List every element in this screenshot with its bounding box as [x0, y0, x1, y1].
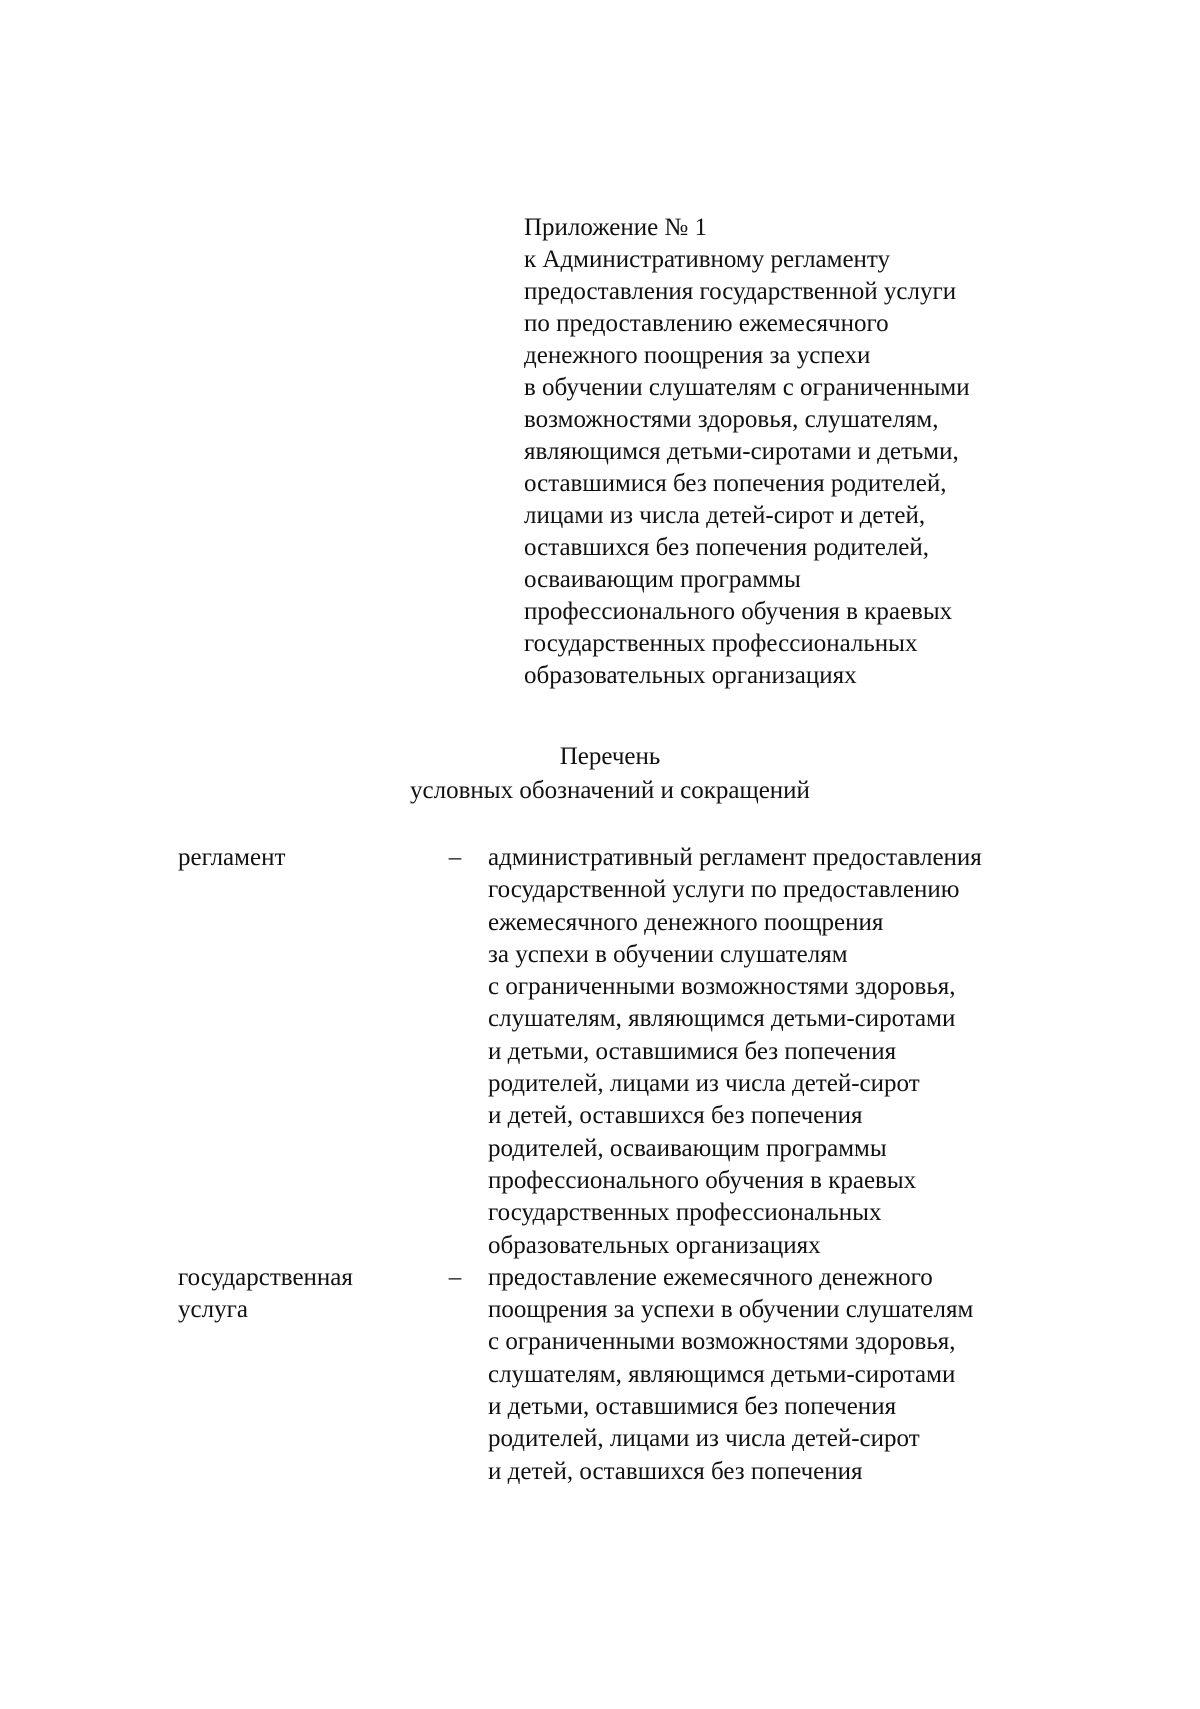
- appendix-line: оставшимися без попечения родителей,: [524, 470, 947, 497]
- term-line: государственная: [178, 1263, 353, 1291]
- desc-line: профессионального обучения в краевых: [488, 1166, 917, 1194]
- definition-description: [488, 1262, 1048, 1488]
- appendix-line: в обучении слушателям с ограниченными: [524, 374, 970, 401]
- list-title-line-1: Перечень: [559, 743, 661, 770]
- definition-dash: –: [448, 844, 462, 871]
- definition-term: [178, 1262, 438, 1327]
- appendix-line: денежного поощрения за успехи: [524, 342, 871, 369]
- appendix-line: осваивающим программы: [524, 566, 801, 593]
- desc-line: ежемесячного денежного поощрения: [488, 908, 884, 936]
- desc-line: с ограниченными возможностями здоровья,: [488, 1328, 956, 1356]
- desc-line: административный регламент предоставления: [488, 844, 982, 871]
- desc-line: родителей, лицами из числа детей-сирот: [488, 1070, 920, 1098]
- appendix-line: Приложение № 1: [524, 214, 708, 241]
- appendix-line: государственных профессиональных: [524, 630, 918, 657]
- list-title-line-2: условных обозначений и сокращений: [410, 777, 810, 804]
- desc-line: родителей, лицами из числа детей-сирот: [488, 1425, 920, 1453]
- definition-description: [488, 842, 1048, 1262]
- definition-row-reglament: [178, 842, 1058, 1262]
- desc-line: государственных профессиональных: [488, 1199, 882, 1227]
- desc-line: с ограниченными возможностями здоровья,: [488, 973, 956, 1001]
- list-title: [300, 740, 920, 808]
- definitions-list: [178, 842, 1058, 1488]
- appendix-header: [524, 212, 1044, 692]
- desc-line: и детей, оставшихся без попечения: [488, 1457, 863, 1485]
- appendix-line: по предоставлению ежемесячного: [524, 310, 889, 337]
- desc-line: родителей, осваивающим программы: [488, 1134, 887, 1162]
- appendix-line: образовательных организациях: [524, 662, 857, 689]
- desc-line: слушателям, являющимся детьми-сиротами: [488, 1005, 956, 1033]
- desc-line: за успехи в обучении слушателям: [488, 940, 848, 968]
- desc-line: и детьми, оставшимися без попечения: [488, 1393, 897, 1421]
- appendix-line: возможностями здоровья, слушателям,: [524, 406, 939, 433]
- definition-term: [178, 842, 438, 874]
- desc-line: предоставление ежемесячного денежного: [488, 1263, 933, 1291]
- desc-line: поощрения за успехи в обучении слушателям: [488, 1296, 974, 1324]
- desc-line: государственной услуги по предоставлению: [488, 876, 960, 904]
- desc-line: образовательных организациях: [488, 1231, 821, 1259]
- definition-dash: –: [448, 1263, 462, 1291]
- appendix-line: предоставления государственной услуги: [524, 278, 957, 305]
- appendix-line: являющимся детьми-сиротами и детьми,: [524, 438, 959, 465]
- desc-line: и детей, оставшихся без попечения: [488, 1102, 863, 1130]
- desc-line: слушателям, являющимся детьми-сиротами: [488, 1360, 956, 1388]
- desc-line: и детьми, оставшимися без попечения: [488, 1037, 897, 1065]
- definition-row-gosudarstvennaya-usluga: [178, 1262, 1058, 1488]
- appendix-line: профессионального обучения в краевых: [524, 598, 953, 625]
- term-line: услуга: [178, 1296, 248, 1324]
- appendix-line: оставшихся без попечения родителей,: [524, 534, 930, 561]
- appendix-line: лицами из числа детей-сирот и детей,: [524, 502, 926, 529]
- appendix-line: к Административному регламенту: [524, 246, 891, 273]
- term-line: регламент: [178, 844, 286, 871]
